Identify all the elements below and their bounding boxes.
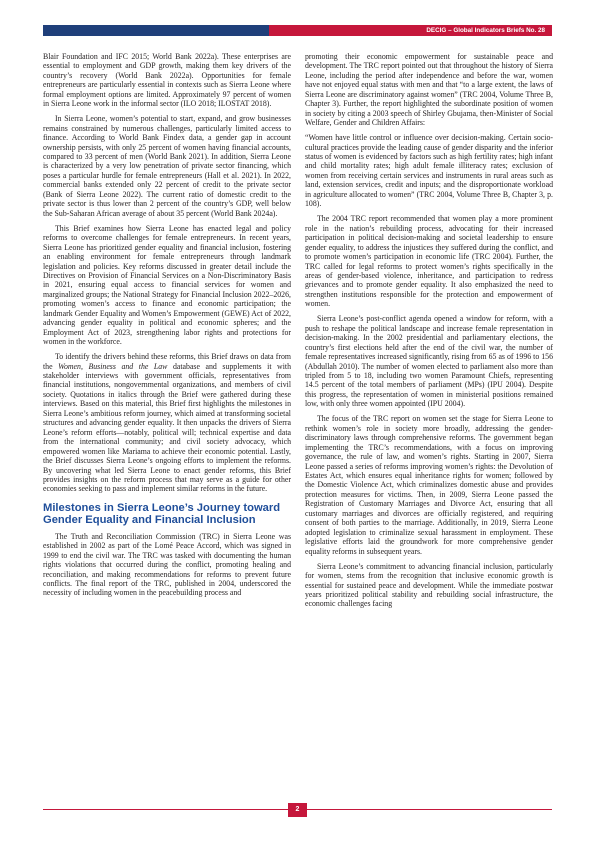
block-quote: “Women have little control or influence over decision-making. Certain socio-cultural practices provide the leading cause of gender disparity and the inferior status of women is evidenced by factors such as high fertility rates; high infant and child mortality rates; high adult female illiteracy rates; exclusion of women from receiving certain services and instruments in rural areas such as land, extension services, credit and inputs; and the disproportionate workload in agriculture allocated to women” (TRC 2004, Volume Three B, Chapter 3, p. 108). bbox=[305, 133, 553, 209]
paragraph: Blair Foundation and IFC 2015; World Bank 2022a). These enterprises are essential to employment and GDP growth, making them key drivers of the country’s recovery (World Bank 2022a). Opportunities for female entrepreneurs are particularly essential in contexts such as Sierra Leone where formal employment options are limited. Approximately 97 percent of women in Sierra Leone work in the informal sector (ILO 2018; ILOSTAT 2018). bbox=[43, 52, 291, 109]
paragraph bbox=[43, 352, 291, 494]
paragraph: In Sierra Leone, women’s potential to start, expand, and grow businesses remains constrained by numerous challenges, particularly limited access to finance. According to World Bank Findex data, a gender gap in account ownership persists, with only 25 percent of women having financial accounts, compared to 33 percent of men (World Bank 2021). In addition, Sierra Leone is characterized by a very low penetration of private sector financing, which poses a particular hurdle for female entrepreneurs (Hall et al. 2021). In 2022, commercial banks extended only 22 percent of credit to the private sector (Bank of Sierra Leone 2022). The current ratio of domestic credit to the private sector is thus lower than 2 percent of the country’s GDP, well below the Sub-Saharan African average of about 35 percent (World Bank 2024a). bbox=[43, 114, 291, 218]
text-run: database and supplements it with stakeholder interviews with government officials, representatives from financial institutions, nongovernmental organizations, and members of civil society. Quotations in italics through the Brief were gathered during these interviews. Based on this material, this Brief first highlights the milestones in Sierra Leone’s ambitious reform journey, which aimed at transforming societal structures and advancing gender equality. It then unpacks the drivers of Sierra Leone’s reform efforts—notably, political will; technical expertise and data from the international community; and civil society advocacy, which empowered women like Mariama to achieve their economic potential. Lastly, the Brief discusses Sierra Leone’s ongoing efforts to implement the reforms. By uncovering what led Sierra Leone to enact gender reforms, this Brief provides insights on the reform process that may serve as a guide for other economies seeking to pass and implement similar reforms in the future. bbox=[43, 361, 292, 494]
left-column bbox=[43, 52, 291, 603]
header-series-label: DECIG – Global Indicators Briefs No. 28 bbox=[269, 25, 552, 36]
paragraph: Sierra Leone’s post-conflict agenda opened a window for reform, with a push to reshape the political landscape and increase female representation in decision-making. In the 2002 presidential and parliamentary elections, the country’s first elections held after the end of the civil war, the number of female representatives increased significantly, rising from 65 as of 1996 to 156 (Abdullah 2010). The number of women elected to parliament also more than tripled from 5 to 18, including two women Paramount Chiefs, representing 14.5 percent of the total members of parliament (MPs) (IPU 2004). Despite this progress, the representation of women in ministerial positions remained low, with only three women appointed (IPU 2004). bbox=[305, 314, 553, 409]
paragraph: This Brief examines how Sierra Leone has enacted legal and policy reforms to overcome challenges for female entrepreneurs. In recent years, Sierra Leone has prioritized gender equality and financial inclusion, fostering an enabling environment for female entrepreneurs through landmark legislation and policies. Key reforms discussed in greater detail include the Directives on Provision of Financial Services on a Non-Discriminatory Basis in 2021, ensuring equal access to financial services for women and marginalized groups; the National Strategy for Financial Inclusion 2022–2026, promoting women’s access to finance and economic participation; the landmark Gender Equality and Women’s Empowerment (GEWE) Act of 2022, advancing gender equality in political and economic spheres; and the Employment Act of 2023, strengthening labor rights and protections for women in the workforce. bbox=[43, 223, 291, 347]
right-column bbox=[305, 52, 553, 614]
paragraph: The focus of the TRC report on women set the stage for Sierra Leone to rethink women’s role in society more broadly, addressing the gender-discriminatory laws through comprehensive reforms. The government began implementing the TRC’s recommendations, with a focus on improving governance, the rule of law, and women’s rights. Starting in 2007, Sierra Leone passed a series of reforms improving women’s rights: the Devolution of Estates Act, which ensures equal inheritance rights for women; followed by the Domestic Violence Act, which criminalizes domestic abuse and provides protection measures for victims. Then, in 2009, Sierra Leone passed the Registration of Customary Marriages and Divorce Act, ensuring that all customary marriages and divorces are officially registered, and requiring consent of both parties to the marriage. Additionally, in 2019, Sierra Leone adopted legislation to criminalize sexual harassment in employment. These legislative efforts laid the groundwork for more comprehensive gender equality reforms in subsequent years. bbox=[305, 414, 553, 556]
paragraph: The 2004 TRC report recommended that women play a more prominent role in the nation’s rebuilding process, advocating for their increased participation in political decision-making and societal leadership to ensure gender equality, to address the injustices they suffered during the conflict, and to promote women’s participation in economic life (TRC 2004). Further, the TRC called for legal reforms to protect women’s rights specifically in the areas of gender-based violence, inheritance, and participation to redress grievances and to promote gender equality. It also emphasized the need to strengthen institutions responsible for the protection and empowerment of women. bbox=[305, 214, 553, 309]
paragraph: The Truth and Reconciliation Commission (TRC) in Sierra Leone was established in 2002 as part of the Lomé Peace Accord, which was signed in 1999 to end the civil war. The TRC was tasked with documenting the human rights violations that occurred during the conflict, promoting healing and reconciliation, and making recommendations for reforms to prevent future conflicts. The final report of the TRC, published in 2004, underscored the necessity of including women in the peacebuilding process and bbox=[43, 531, 291, 598]
text-run: To identify the drivers behind these reforms, this Brief draws on data from the bbox=[43, 352, 291, 371]
page-number: 2 bbox=[288, 803, 307, 817]
section-heading: Milestones in Sierra Leone’s Journey toward Gender Equality and Financial Inclusion bbox=[43, 501, 281, 527]
header-bar-navy bbox=[43, 25, 269, 36]
paragraph: promoting their economic empowerment for sustainable peace and development. The TRC report pointed out that throughout the history of Sierra Leone, including the period after independence and before the war, women have not enjoyed equal status with men and that “to a large extent, the laws of Sierra Leone are discriminatory against women” (TRC 2004, Volume Three B, Chapter 3). Further, the report highlighted the subordinate position of women in society by citing a 2003 speech of Shirley Gbujama, then-Minister of Social Welfare, Gender and Children Affairs: bbox=[305, 52, 553, 128]
database-title: Women, Business and the Law bbox=[58, 361, 168, 371]
paragraph: Sierra Leone’s commitment to advancing financial inclusion, particularly for women, stems from the recognition that inclusive economic growth is essential for sustained peace and development. While the immediate postwar years prioritized political stability and rebuilding social infrastructure, the economic challenges facing bbox=[305, 561, 553, 609]
